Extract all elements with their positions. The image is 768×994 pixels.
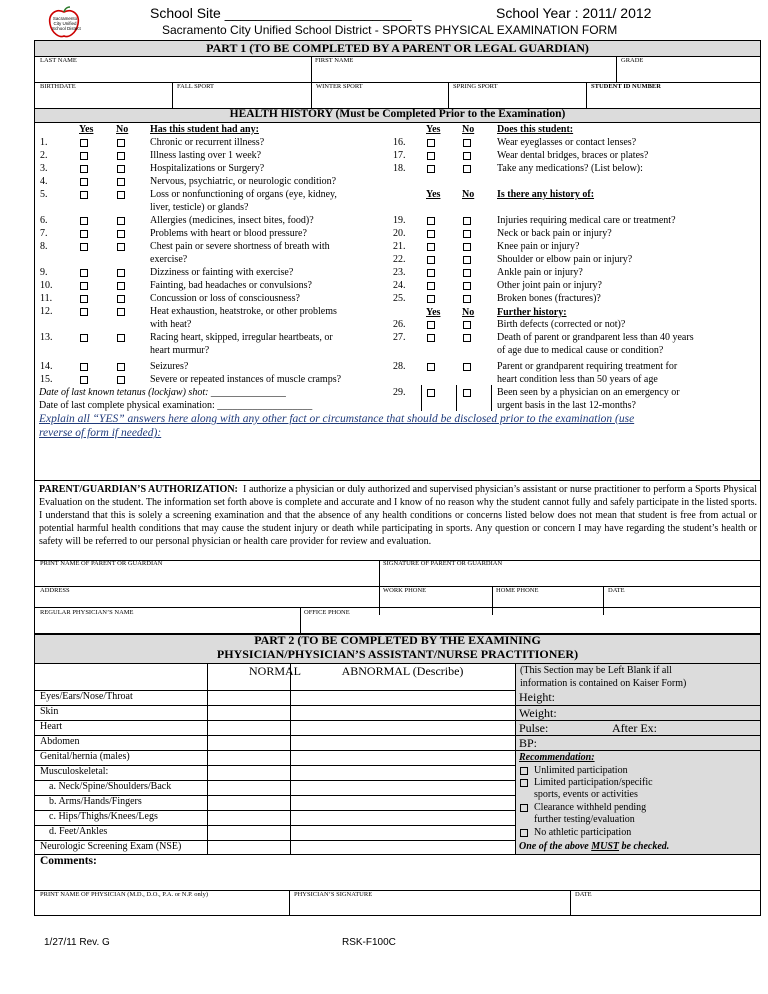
form-number: RSK-F100C xyxy=(342,937,396,948)
abnormal-field[interactable] xyxy=(291,721,514,734)
yes-header: Yes xyxy=(79,124,94,135)
no-header: No xyxy=(462,307,475,318)
abnormal-field[interactable] xyxy=(291,751,514,764)
question-number: 4. xyxy=(40,176,48,187)
question-text: Take any medications? (List below): xyxy=(497,163,643,174)
question-number: 3. xyxy=(40,163,48,174)
limited-checkbox[interactable] xyxy=(520,779,528,787)
question-number: 23. xyxy=(393,267,406,278)
no-header: No xyxy=(116,124,129,135)
yes-checkbox[interactable] xyxy=(427,152,435,160)
question-number: 16. xyxy=(393,137,406,148)
work-phone-label: WORK PHONE xyxy=(383,587,427,594)
yes-checkbox[interactable] xyxy=(80,152,88,160)
yes-checkbox[interactable] xyxy=(427,321,435,329)
no-checkbox[interactable] xyxy=(117,295,125,303)
weight-label: Weight: xyxy=(519,706,557,720)
parent-signature-field[interactable] xyxy=(380,567,760,585)
question-number: 19. xyxy=(393,215,406,226)
question-number: 5. xyxy=(40,189,48,200)
no-checkbox[interactable] xyxy=(463,230,471,238)
question-text: Ankle pain or injury? xyxy=(497,267,583,278)
clearance-withheld-checkbox[interactable] xyxy=(520,804,528,812)
question-text: Seizures? xyxy=(150,361,189,372)
office-phone-field[interactable] xyxy=(301,616,760,633)
authorization-text xyxy=(39,483,757,548)
abnormal-field[interactable] xyxy=(291,841,514,854)
authorization-line: I authorize a physician or duly authorized and supervised physician’s assistant or nurse practitioner xyxy=(243,484,641,495)
must-note-text: be checked. xyxy=(619,841,670,852)
yes-checkbox[interactable] xyxy=(80,363,88,371)
student-id-label: STUDENT ID NUMBER xyxy=(591,83,661,90)
question-number: 2. xyxy=(40,150,48,161)
normal-field[interactable] xyxy=(208,721,289,734)
yes-checkbox[interactable] xyxy=(80,376,88,384)
no-checkbox[interactable] xyxy=(117,308,125,316)
yes-checkbox[interactable] xyxy=(427,389,435,397)
question-text: Shoulder or elbow pain or injury? xyxy=(497,254,633,265)
no-checkbox[interactable] xyxy=(117,282,125,290)
question-text: Illness lasting over 1 week? xyxy=(150,150,262,161)
physician-signature-label: PHYSICIAN’S SIGNATURE xyxy=(294,891,373,898)
no-checkbox[interactable] xyxy=(117,334,125,342)
no-header: No xyxy=(462,189,475,200)
question-number: 1. xyxy=(40,137,48,148)
abnormal-field[interactable] xyxy=(291,796,514,809)
parent-date-field[interactable] xyxy=(604,594,760,613)
no-checkbox[interactable] xyxy=(117,178,125,186)
question-number: 20. xyxy=(393,228,406,239)
question-text: Chest pain or severe shortness of breath with xyxy=(150,241,330,252)
question-number: 25. xyxy=(393,293,406,304)
authorization-line: personal physician or health care provider for review and evaluation. xyxy=(155,536,432,548)
yes-checkbox[interactable] xyxy=(427,269,435,277)
rec-option: sports, events or activities xyxy=(534,789,638,800)
yes-checkbox[interactable] xyxy=(80,178,88,186)
exam-row-label: Neurologic Screening Exam (NSE) xyxy=(40,841,182,852)
no-checkbox[interactable] xyxy=(117,269,125,277)
no-checkbox[interactable] xyxy=(117,243,125,251)
physical-date-field[interactable]: Date of last complete physical examination: ___________________ xyxy=(39,400,313,411)
abnormal-field[interactable] xyxy=(291,736,514,749)
part2-title: PART 2 (TO BE COMPLETED BY THE EXAMINING xyxy=(254,633,541,647)
logo-text: School District xyxy=(52,26,81,31)
no-checkbox[interactable] xyxy=(117,217,125,225)
question-text: Wear dental bridges, braces or plates? xyxy=(497,150,649,161)
abnormal-field[interactable] xyxy=(291,781,514,794)
height-label: Height: xyxy=(519,690,555,704)
bp-label: BP: xyxy=(519,736,538,750)
no-checkbox[interactable] xyxy=(463,165,471,173)
parent-name-label: PRINT NAME OF PARENT OR GUARDIAN xyxy=(40,560,163,567)
school-site-field[interactable]: School Site ________________________ xyxy=(150,5,412,21)
no-checkbox[interactable] xyxy=(117,191,125,199)
no-checkbox[interactable] xyxy=(463,152,471,160)
rec-option: Unlimited participation xyxy=(534,765,628,776)
pulse-label: Pulse: xyxy=(519,721,549,735)
last-name-field[interactable] xyxy=(35,64,310,81)
physician-date-field[interactable] xyxy=(571,898,760,915)
question-number: 21. xyxy=(393,241,406,252)
health-history-title: HEALTH HISTORY (Must be Completed Prior to the Examination) xyxy=(229,108,566,120)
exam-row-label: Eyes/Ears/Nose/Throat xyxy=(40,691,133,702)
question-number: 7. xyxy=(40,228,48,239)
question-text: Chronic or recurrent illness? xyxy=(150,137,265,148)
must-note-text: MUST xyxy=(591,841,620,852)
yes-checkbox[interactable] xyxy=(427,256,435,264)
winter-sport-label: WINTER SPORT xyxy=(316,83,363,90)
question-text: heart murmur? xyxy=(150,345,210,356)
no-checkbox[interactable] xyxy=(117,376,125,384)
question-text: Heat exhaustion, heatstroke, or other problems xyxy=(150,306,337,317)
question-text: Birth defects (corrected or not)? xyxy=(497,319,626,330)
must-note-text: One of the above xyxy=(519,841,592,852)
explain-field[interactable] xyxy=(35,441,760,479)
explain-instruction: Explain all “YES” answers here along with any other fact or circumstance that should be disclosed prior to the examination (use xyxy=(39,413,635,425)
first-name-label: FIRST NAME xyxy=(315,57,354,64)
no-checkbox[interactable] xyxy=(117,363,125,371)
grade-field[interactable] xyxy=(617,64,760,81)
question-text: Allergies (medicines, insect bites, food)? xyxy=(150,215,314,226)
no-checkbox[interactable] xyxy=(463,363,471,371)
recommendation-title: Recommendation: xyxy=(519,752,595,763)
authorization-line: student cannot fully and safely participate in the listed sports. I understand that this is solely a screening examination and that the absence of any xyxy=(39,497,758,522)
no-checkbox[interactable] xyxy=(463,295,471,303)
fall-sport-field[interactable] xyxy=(173,90,310,107)
winter-sport-field[interactable] xyxy=(312,90,447,107)
exam-row-label: a. Neck/Spine/Shoulders/Back xyxy=(49,781,172,792)
question-number: 9. xyxy=(40,267,48,278)
question-text: Injuries requiring medical care or treatment? xyxy=(497,215,676,226)
work-phone-field[interactable] xyxy=(380,594,491,613)
question-text: Death of parent or grandparent less than 40 years xyxy=(497,332,694,343)
spring-sport-label: SPRING SPORT xyxy=(453,83,498,90)
yes-checkbox[interactable] xyxy=(80,295,88,303)
no-header: No xyxy=(462,124,475,135)
home-phone-field[interactable] xyxy=(493,594,602,613)
abnormal-field[interactable] xyxy=(291,826,514,839)
question-text: Wear eyeglasses or contact lenses? xyxy=(497,137,637,148)
abnormal-field[interactable] xyxy=(291,691,514,704)
fall-sport-label: FALL SPORT xyxy=(177,83,214,90)
question-number: 28. xyxy=(393,361,406,372)
no-checkbox[interactable] xyxy=(463,217,471,225)
address-label: ADDRESS xyxy=(40,587,70,594)
explain-instruction: reverse of form if needed): xyxy=(39,427,162,439)
exam-row-label: Genital/hernia (males) xyxy=(40,751,130,762)
comments-field[interactable] xyxy=(35,869,760,889)
question-number: 27. xyxy=(393,332,406,343)
form-title: Sacramento City Unified School District - SPORTS PHYSICAL EXAMINATION FORM xyxy=(162,23,618,37)
normal-field[interactable] xyxy=(208,826,289,839)
spring-sport-field[interactable] xyxy=(449,90,585,107)
question-text: urgent basis in the last 12-months? xyxy=(497,400,636,411)
rec-option: further testing/evaluation xyxy=(534,814,635,825)
yes-checkbox[interactable] xyxy=(80,308,88,316)
question-text: Other joint pain or injury? xyxy=(497,280,602,291)
yes-checkbox[interactable] xyxy=(427,139,435,147)
abnormal-header: ABNORMAL (Describe) xyxy=(341,664,464,678)
birthdate-field[interactable] xyxy=(35,90,171,107)
normal-field[interactable] xyxy=(208,811,289,824)
question-text: Parent or grandparent requiring treatment for xyxy=(497,361,678,372)
question-number: 12. xyxy=(40,306,53,317)
yes-checkbox[interactable] xyxy=(427,243,435,251)
must-check-note xyxy=(519,841,669,852)
birthdate-label: BIRTHDATE xyxy=(40,83,76,90)
after-exercise-label: After Ex: xyxy=(612,721,657,735)
no-checkbox[interactable] xyxy=(463,389,471,397)
yes-checkbox[interactable] xyxy=(427,363,435,371)
question-text: Been seen by a physician on an emergency or xyxy=(497,387,680,398)
question-number: 13. xyxy=(40,332,53,343)
exam-row-label: b. Arms/Hands/Fingers xyxy=(49,796,142,807)
normal-field[interactable] xyxy=(208,691,289,704)
yes-checkbox[interactable] xyxy=(80,191,88,199)
normal-field[interactable] xyxy=(208,706,289,719)
question-text: Nervous, psychiatric, or neurologic condition? xyxy=(150,176,337,187)
question-text: Hospitalizations or Surgery? xyxy=(150,163,265,174)
question-number: 11. xyxy=(40,293,53,304)
history-header: Is there any history of: xyxy=(497,189,595,200)
exam-row-label: Heart xyxy=(40,721,63,732)
question-text: Problems with heart or blood pressure? xyxy=(150,228,307,239)
no-participation-checkbox[interactable] xyxy=(520,829,528,837)
no-checkbox[interactable] xyxy=(463,282,471,290)
no-checkbox[interactable] xyxy=(463,243,471,251)
parent-signature-label: SIGNATURE OF PARENT OR GUARDIAN xyxy=(383,560,503,567)
date-label: DATE xyxy=(608,587,625,594)
logo-text: City Unified xyxy=(53,21,77,26)
question-text: Broken bones (fractures)? xyxy=(497,293,601,304)
question-text: Severe or repeated instances of muscle cramps? xyxy=(150,374,342,385)
question-text: heart condition less than 50 years of age xyxy=(497,374,658,385)
physician-name-field[interactable] xyxy=(35,898,288,915)
kaiser-note: information is contained on Kaiser Form) xyxy=(520,678,687,689)
rec-option: Clearance withheld pending xyxy=(534,802,647,813)
question-text: Concussion or loss of consciousness? xyxy=(150,293,300,304)
question-number: 29. xyxy=(393,387,406,398)
normal-header: NORMAL xyxy=(248,664,301,678)
no-checkbox[interactable] xyxy=(463,334,471,342)
office-phone-label: OFFICE PHONE xyxy=(304,609,350,616)
yes-checkbox[interactable] xyxy=(427,217,435,225)
exam-row-label: d. Feet/Ankles xyxy=(49,826,108,837)
yes-header: Yes xyxy=(426,307,441,318)
question-text: of age due to medical cause or condition? xyxy=(497,345,664,356)
yes-checkbox[interactable] xyxy=(80,243,88,251)
first-name-field[interactable] xyxy=(312,64,615,81)
authorization-line: health conditions or concerns listed below does not mean that student is free from actual or potential harmful health conditions that may cause the xyxy=(39,510,758,535)
yes-checkbox[interactable] xyxy=(427,295,435,303)
further-history-header: Further history: xyxy=(497,307,567,318)
student-id-field[interactable] xyxy=(587,90,760,107)
yes-checkbox[interactable] xyxy=(80,217,88,225)
question-text: Dizziness or fainting with exercise? xyxy=(150,267,294,278)
abnormal-field[interactable] xyxy=(291,811,514,824)
yes-checkbox[interactable] xyxy=(80,139,88,147)
authorization-line: student injury or death while participating in sports. Any question or concern I may have regarding the student’s health or safety will be referred to our xyxy=(39,523,757,548)
question-number: 18. xyxy=(393,163,406,174)
no-checkbox[interactable] xyxy=(117,230,125,238)
regular-physician-field[interactable] xyxy=(35,616,299,633)
last-name-label: LAST NAME xyxy=(40,57,77,64)
part1-title: PART 1 (TO BE COMPLETED BY A PARENT OR LEGAL GUARDIAN) xyxy=(206,41,589,55)
question-number: 8. xyxy=(40,241,48,252)
question-text: with heat? xyxy=(150,319,192,330)
question-number: 17. xyxy=(393,150,406,161)
normal-field[interactable] xyxy=(208,736,289,749)
exam-row-label: c. Hips/Thighs/Knees/Legs xyxy=(49,811,158,822)
kaiser-note: (This Section may be Left Blank if all xyxy=(520,665,672,676)
regular-physician-label: REGULAR PHYSICIAN’S NAME xyxy=(40,609,134,616)
tetanus-date-field[interactable]: Date of last known tetanus (lockjaw) shot: _______________ xyxy=(39,387,286,398)
question-text: Knee pain or injury? xyxy=(497,241,580,252)
yes-checkbox[interactable] xyxy=(80,334,88,342)
yes-checkbox[interactable] xyxy=(427,230,435,238)
question-text: Neck or back pain or injury? xyxy=(497,228,612,239)
question-number: 22. xyxy=(393,254,406,265)
yes-header: Yes xyxy=(426,124,441,135)
no-checkbox[interactable] xyxy=(117,152,125,160)
no-checkbox[interactable] xyxy=(463,269,471,277)
no-checkbox[interactable] xyxy=(463,256,471,264)
question-text: liver, testicle) or glands? xyxy=(150,202,249,213)
no-checkbox[interactable] xyxy=(463,139,471,147)
school-year: School Year : 2011/ 2012 xyxy=(496,5,652,21)
exam-row-label: Skin xyxy=(40,706,59,717)
normal-field[interactable] xyxy=(208,781,289,794)
physician-name-label: PRINT NAME OF PHYSICIAN (M.D., D.O., P.A. or N.P. only) xyxy=(40,891,208,898)
logo-text: Sacramento xyxy=(52,16,78,21)
yes-checkbox[interactable] xyxy=(80,165,88,173)
abnormal-field[interactable] xyxy=(291,706,514,719)
rec-option: Limited participation/specific xyxy=(534,777,653,788)
home-phone-label: HOME PHONE xyxy=(496,587,539,594)
right-question-header: Does this student: xyxy=(497,124,574,135)
district-logo xyxy=(44,6,84,40)
yes-checkbox[interactable] xyxy=(80,230,88,238)
yes-checkbox[interactable] xyxy=(80,269,88,277)
authorization-label: PARENT/GUARDIAN’S AUTHORIZATION: xyxy=(39,484,238,495)
yes-checkbox[interactable] xyxy=(80,282,88,290)
revision-date: 1/27/11 Rev. G xyxy=(44,937,110,948)
yes-checkbox[interactable] xyxy=(427,165,435,173)
question-number: 6. xyxy=(40,215,48,226)
yes-header: Yes xyxy=(426,189,441,200)
rec-option: No athletic participation xyxy=(534,827,632,838)
abnormal-field[interactable] xyxy=(291,766,514,779)
question-text: exercise? xyxy=(150,254,188,265)
question-text: Racing heart, skipped, irregular heartbeats, or xyxy=(150,332,333,343)
question-number: 26. xyxy=(393,319,406,330)
question-text: Loss or nonfunctioning of organs (eye, kidney, xyxy=(150,189,337,200)
no-checkbox[interactable] xyxy=(117,139,125,147)
part2-title: PHYSICIAN/PHYSICIAN’S ASSISTANT/NURSE PRACTITIONER) xyxy=(216,647,579,661)
exam-row-label: Musculoskeletal: xyxy=(40,766,109,777)
exam-row-label: Abdomen xyxy=(40,736,80,747)
physician-signature-field[interactable] xyxy=(290,898,569,915)
normal-field[interactable] xyxy=(208,841,289,854)
parent-name-field[interactable] xyxy=(35,567,378,585)
authorization-line: to perform a Sports Physical Evaluation on the student. The information set forth above is complete and accurate and I know of no reason why the xyxy=(39,484,758,509)
normal-field[interactable] xyxy=(208,796,289,809)
question-text: Fainting, bad headaches or convulsions? xyxy=(150,280,312,291)
question-number: 10. xyxy=(40,280,53,291)
yes-checkbox[interactable] xyxy=(427,282,435,290)
unlimited-checkbox[interactable] xyxy=(520,767,528,775)
normal-field[interactable] xyxy=(208,751,289,764)
normal-field[interactable] xyxy=(208,766,289,779)
no-checkbox[interactable] xyxy=(463,321,471,329)
physician-date-label: DATE xyxy=(575,891,592,898)
yes-checkbox[interactable] xyxy=(427,334,435,342)
no-checkbox[interactable] xyxy=(117,165,125,173)
question-number: 15. xyxy=(40,374,53,385)
left-question-header: Has this student had any: xyxy=(150,124,259,135)
grade-label: GRADE xyxy=(621,57,644,64)
question-number: 24. xyxy=(393,280,406,291)
question-number: 14. xyxy=(40,361,53,372)
comments-label: Comments: xyxy=(40,855,97,867)
